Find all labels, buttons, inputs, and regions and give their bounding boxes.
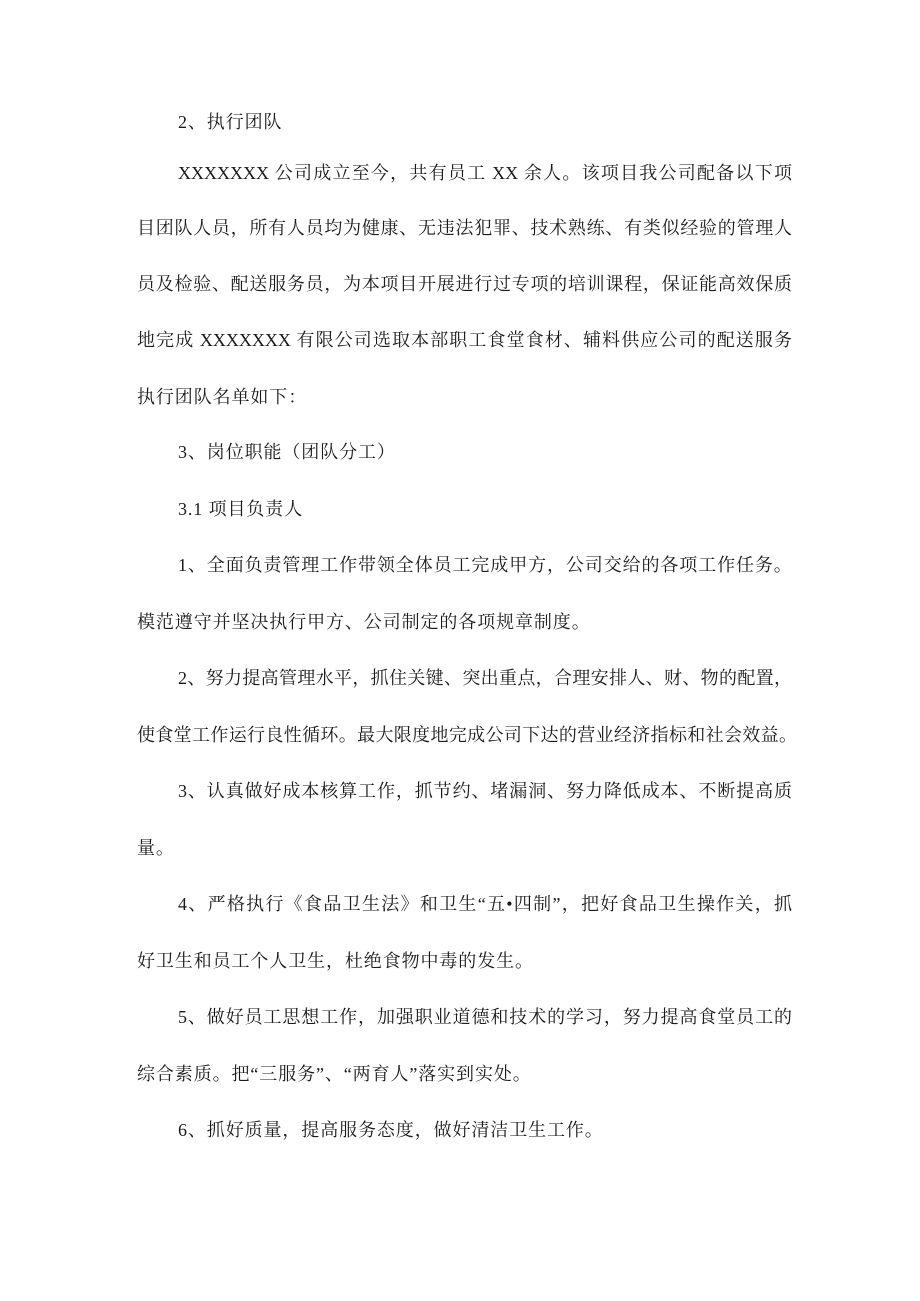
paragraph-line: 4、严格执行《食品卫生法》和卫生“五•四制”，把好食品卫生操作关，抓 [178, 894, 792, 914]
paragraph-line: 2、努力提高管理水平，抓住关键、突出重点，合理安排人、财、物的配置， [178, 668, 792, 688]
paragraph-line: 5、做好员工思想工作，加强职业道德和技术的学习，努力提高食堂员工的 [178, 1007, 792, 1027]
paragraph-line: 地完成 XXXXXXX 有限公司选取本部职工食堂食材、辅料供应公司的配送服务 [137, 330, 792, 350]
paragraph-line: XXXXXXX 公司成立至今，共有员工 XX 余人。该项目我公司配备以下项 [178, 163, 792, 183]
subsection-heading: 3.1 项目负责人 [178, 499, 304, 519]
paragraph-line: 6、抓好质量，提高服务态度，做好清洁卫生工作。 [178, 1120, 604, 1140]
section-heading: 2、执行团队 [178, 112, 283, 132]
paragraph-line: 好卫生和员工个人卫生，杜绝食物中毒的发生。 [137, 951, 534, 971]
paragraph-line: 3、认真做好成本核算工作，抓节约、堵漏洞、努力降低成本、不断提高质 [178, 781, 792, 801]
paragraph-line: 量。 [137, 838, 175, 858]
paragraph-line: 1、全面负责管理工作带领全体员工完成甲方，公司交给的各项工作任务。 [178, 555, 793, 575]
section-heading: 3、岗位职能（团队分工） [178, 442, 396, 462]
paragraph-line: 员及检验、配送服务员，为本项目开展进行过专项的培训课程，保证能高效保质 [137, 274, 792, 294]
paragraph-line: 执行团队名单如下： [137, 387, 308, 407]
paragraph-line: 目团队人员，所有人员均为健康、无违法犯罪、技术熟练、有类似经验的管理人 [137, 218, 792, 238]
paragraph-line: 使食堂工作运行良性循环。最大限度地完成公司下达的营业经济指标和社会效益。 [137, 725, 797, 745]
paragraph-line: 模范遵守并坚决执行甲方、公司制定的各项规章制度。 [137, 612, 591, 632]
paragraph-line: 综合素质。把“三服务”、“两育人”落实到实处。 [137, 1064, 532, 1084]
